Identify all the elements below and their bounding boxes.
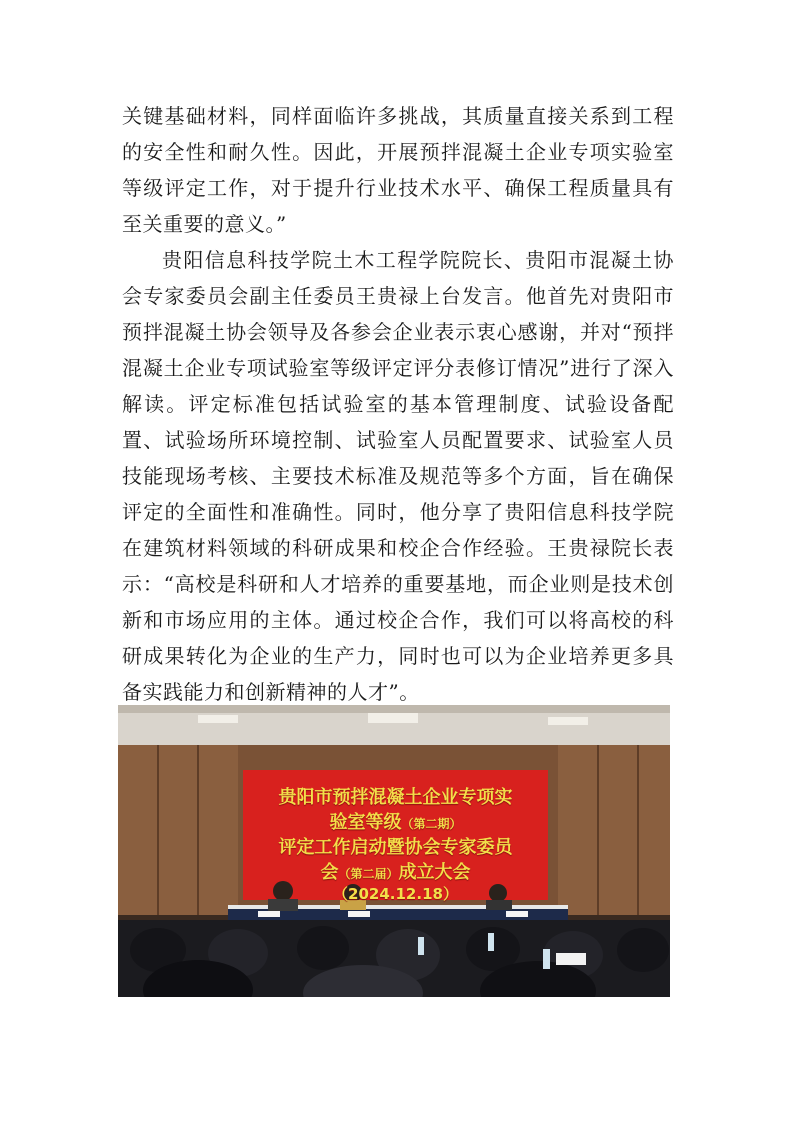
article-body <box>122 98 674 710</box>
banner-line-4 <box>248 858 543 884</box>
meeting-photo <box>118 705 670 997</box>
banner-line-2-small: （第二期） <box>401 817 462 831</box>
banner-line-1: 贵阳市预拌混凝土企业专项实 <box>278 787 513 808</box>
banner-line-3: 评定工作启动暨协会专家委员 <box>278 837 513 858</box>
paragraph-speech: 贵阳信息科技学院土木工程学院院长、贵阳市混凝土协会专家委员会副主任委员王贵禄上台发言。他首先对贵阳市预拌混凝土协会领导及各参会企业表示衷心感谢，并对“预拌混凝土企业专项试验室等级评定评分表修订情况”进行了深入解读。评定标准包括试验室的基本管理制度、试验设备配置、试验场所环境控制、试验室人员配置要求、试验室人员技能现场考核、主要技术标准及规范等多个方面，旨在确保评定的全面性和准确性。同时，他分享了贵阳信息科技学院在建筑材料领域的科研成果和校企合作经验。王贵禄院长表示：“高校是科研和人才培养的重要基地，而企业则是技术创新和市场应用的主体。通过校企合作，我们可以将高校的科研成果转化为企业的生产力，同时也可以为企业培养更多具备实践能力和创新精神的人才”。 <box>122 248 674 704</box>
banner-line-2 <box>248 808 543 834</box>
banner-line-4-main-b: 成立大会 <box>398 862 471 883</box>
banner-line-2-main: 验室等级 <box>329 812 402 833</box>
paragraph-continuation: 关键基础材料，同样面临许多挑战，其质量直接关系到工程的安全性和耐久性。因此，开展预拌混凝土企业专项实验室等级评定工作，对于提升行业技术水平、确保工程质量具有至关重要的意义。” <box>122 104 674 236</box>
banner-line-4-main-a: 会 <box>320 862 339 883</box>
banner-date: （2024.12.18） <box>333 885 458 903</box>
banner-line-4-small: （第二届） <box>338 867 399 881</box>
